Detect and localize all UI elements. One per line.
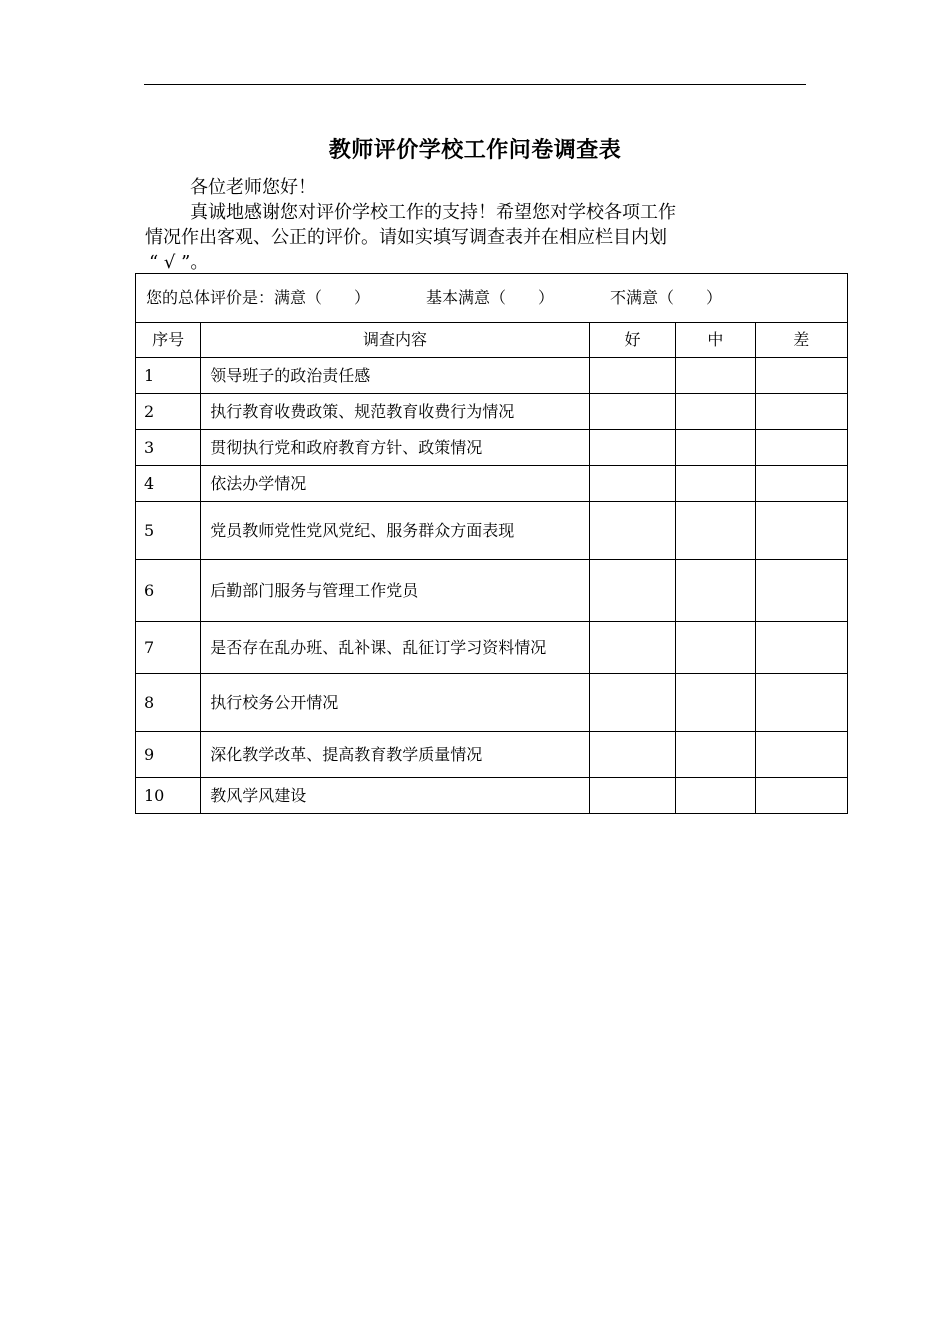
- option-basically-satisfied[interactable]: 基本满意（ ）: [426, 288, 555, 307]
- header-poor: 差: [755, 323, 847, 358]
- rating-medium-cell[interactable]: [676, 560, 755, 622]
- row-index: 1: [136, 358, 201, 394]
- row-index: 9: [136, 732, 201, 778]
- rating-poor-cell[interactable]: [755, 502, 847, 560]
- intro-text: [145, 175, 805, 275]
- header-medium: 中: [676, 323, 755, 358]
- table-row: [136, 394, 848, 430]
- row-index: 10: [136, 778, 201, 814]
- row-index: 8: [136, 674, 201, 732]
- rating-good-cell[interactable]: [589, 394, 675, 430]
- rating-poor-cell[interactable]: [755, 466, 847, 502]
- rating-good-cell[interactable]: [589, 622, 675, 674]
- rating-poor-cell[interactable]: [755, 732, 847, 778]
- overall-rating-cell: [136, 274, 848, 323]
- rating-medium-cell[interactable]: [676, 778, 755, 814]
- option-dissatisfied[interactable]: 不满意（ ）: [610, 288, 723, 307]
- table-row: [136, 778, 848, 814]
- header-content: 调查内容: [201, 323, 590, 358]
- header-rule: [144, 84, 806, 85]
- rating-medium-cell[interactable]: [676, 394, 755, 430]
- overall-rating-prompt: 您的总体评价是：: [146, 288, 275, 307]
- table-row: [136, 502, 848, 560]
- intro-line-1: 真诚地感谢您对评价学校工作的支持！希望您对学校各项工作: [190, 202, 676, 223]
- row-item: 是否存在乱办班、乱补课、乱征订学习资料情况: [201, 622, 590, 674]
- page-title: 教师评价学校工作问卷调查表: [328, 137, 622, 163]
- rating-poor-cell[interactable]: [755, 778, 847, 814]
- rating-good-cell[interactable]: [589, 466, 675, 502]
- header-index: 序号: [136, 323, 201, 358]
- rating-good-cell[interactable]: [589, 778, 675, 814]
- greeting: 各位老师您好！: [190, 177, 316, 198]
- rating-medium-cell[interactable]: [676, 622, 755, 674]
- table-row: [136, 430, 848, 466]
- rating-good-cell[interactable]: [589, 358, 675, 394]
- table-row: [136, 466, 848, 502]
- rating-good-cell[interactable]: [589, 674, 675, 732]
- intro-line-3: “ √ ”。: [149, 252, 209, 273]
- row-index: 2: [136, 394, 201, 430]
- rating-poor-cell[interactable]: [755, 560, 847, 622]
- row-index: 3: [136, 430, 201, 466]
- row-item: 领导班子的政治责任感: [201, 358, 590, 394]
- rating-medium-cell[interactable]: [676, 502, 755, 560]
- row-index: 5: [136, 502, 201, 560]
- table-row: [136, 674, 848, 732]
- rating-poor-cell[interactable]: [755, 394, 847, 430]
- row-index: 4: [136, 466, 201, 502]
- rating-poor-cell[interactable]: [755, 674, 847, 732]
- table-row: [136, 622, 848, 674]
- rating-good-cell[interactable]: [589, 560, 675, 622]
- row-item: 教风学风建设: [201, 778, 590, 814]
- row-index: 7: [136, 622, 201, 674]
- option-satisfied[interactable]: 满意（ ）: [274, 288, 371, 307]
- table-row: [136, 358, 848, 394]
- row-item: 执行校务公开情况: [201, 674, 590, 732]
- row-item: 深化教学改革、提高教育教学质量情况: [201, 732, 590, 778]
- rating-poor-cell[interactable]: [755, 358, 847, 394]
- rating-good-cell[interactable]: [589, 430, 675, 466]
- row-item: 依法办学情况: [201, 466, 590, 502]
- rating-medium-cell[interactable]: [676, 358, 755, 394]
- rating-medium-cell[interactable]: [676, 674, 755, 732]
- rating-good-cell[interactable]: [589, 732, 675, 778]
- row-index: 6: [136, 560, 201, 622]
- rating-poor-cell[interactable]: [755, 430, 847, 466]
- rating-medium-cell[interactable]: [676, 466, 755, 502]
- table-header-row: [136, 323, 848, 358]
- header-good: 好: [589, 323, 675, 358]
- row-item: 后勤部门服务与管理工作党员: [201, 560, 590, 622]
- intro-line-2: 情况作出客观、公正的评价。请如实填写调查表并在相应栏目内划: [145, 227, 667, 248]
- rating-good-cell[interactable]: [589, 502, 675, 560]
- rating-medium-cell[interactable]: [676, 430, 755, 466]
- rating-poor-cell[interactable]: [755, 622, 847, 674]
- rating-medium-cell[interactable]: [676, 732, 755, 778]
- row-item: 贯彻执行党和政府教育方针、政策情况: [201, 430, 590, 466]
- row-item: 党员教师党性党风党纪、服务群众方面表现: [201, 502, 590, 560]
- table-row: [136, 732, 848, 778]
- table-row: [136, 560, 848, 622]
- survey-table: [135, 273, 848, 814]
- overall-rating-row: [136, 274, 848, 323]
- row-item: 执行教育收费政策、规范教育收费行为情况: [201, 394, 590, 430]
